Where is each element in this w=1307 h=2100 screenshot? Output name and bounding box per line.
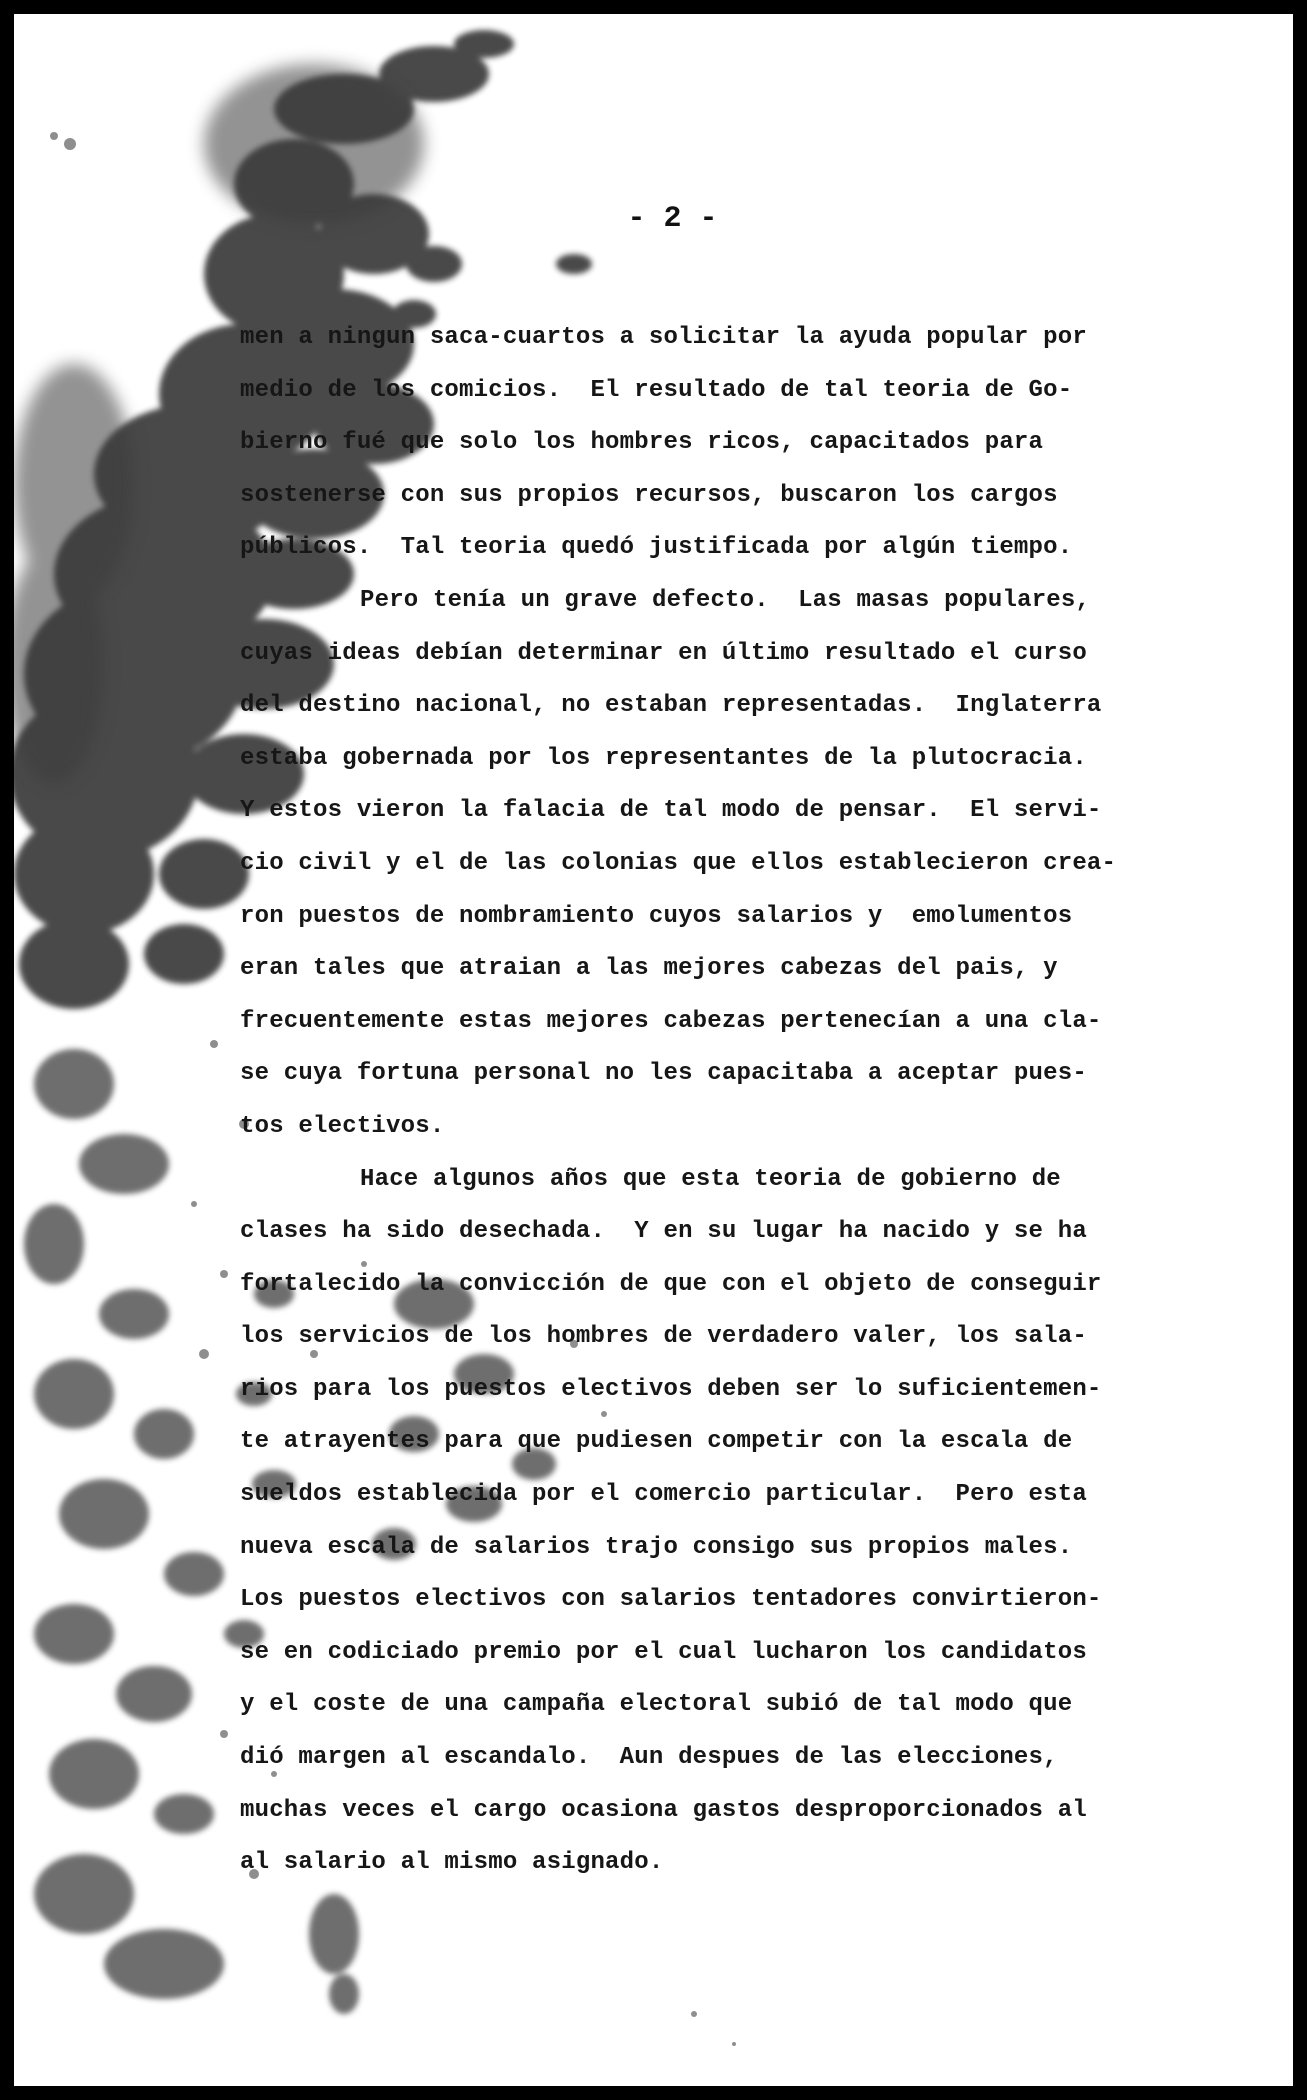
text-line: eran tales que atraian a las mejores cabezas del pais, y (240, 955, 1058, 983)
text-line: tos electivos. (240, 1112, 445, 1140)
paragraph-3 (240, 1154, 1180, 1890)
text-line: muchas veces el cargo ocasiona gastos desproporcionados al (240, 1796, 1087, 1824)
paragraph-2 (240, 575, 1180, 1154)
text-line: men a ningun saca-cuartos a solicitar la ayuda popular por (240, 324, 1087, 351)
typed-body (240, 312, 1180, 1890)
text-line: Los puestos electivos con salarios tentadores convirtieron- (240, 1586, 1102, 1614)
text-line: públicos. Tal teoria quedó justificada por algún tiempo. (240, 534, 1073, 562)
text-line: Pero tenía un grave defecto. Las masas populares, (360, 586, 1091, 614)
document-page (14, 14, 1293, 2086)
text-line: bierno fué que solo los hombres ricos, capacitados para (240, 429, 1044, 457)
text-line: clases ha sido desechada. Y en su lugar ha nacido y se ha (240, 1218, 1087, 1246)
text-line: cuyas ideas debían determinar en último resultado el curso (240, 639, 1087, 667)
text-line: sostenerse con sus propios recursos, buscaron los cargos (240, 481, 1058, 509)
text-line: rios para los puestos electivos deben ser lo suficientemen- (240, 1375, 1102, 1403)
text-line: estaba gobernada por los representantes de la plutocracia. (240, 744, 1087, 772)
text-line: dió margen al escandalo. Aun despues de las elecciones, (240, 1744, 1058, 1772)
text-line: se cuya fortuna personal no les capacitaba a aceptar pues- (240, 1060, 1087, 1088)
text-line: del destino nacional, no estaban representadas. Inglaterra (240, 692, 1102, 720)
text-line: Hace algunos años que esta teoria de gobierno de (360, 1165, 1061, 1193)
text-line: y el coste de una campaña electoral subió de tal modo que (240, 1691, 1073, 1719)
text-line: los servicios de los hombres de verdadero valer, los sala- (240, 1323, 1087, 1351)
text-line: sueldos establecida por el comercio particular. Pero esta (240, 1481, 1087, 1509)
page-number: - 2 - (627, 202, 718, 236)
text-line: ron puestos de nombramiento cuyos salarios y emolumentos (240, 902, 1073, 930)
text-line: frecuentemente estas mejores cabezas pertenecían a una cla- (240, 1007, 1102, 1035)
text-line: Y estos vieron la falacia de tal modo de pensar. El servi- (240, 797, 1102, 825)
text-line: te atrayentes para que pudiesen competir con la escala de (240, 1428, 1073, 1456)
text-line: medio de los comicios. El resultado de tal teoria de Go- (240, 376, 1073, 404)
text-line: cio civil y el de las colonias que ellos establecieron crea- (240, 849, 1117, 877)
text-line: nueva escala de salarios trajo consigo sus propios males. (240, 1533, 1073, 1561)
text-line: fortalecido la convicción de que con el objeto de conseguir (240, 1270, 1102, 1298)
text-line: se en codiciado premio por el cual lucharon los candidatos (240, 1638, 1087, 1666)
paragraph-1 (240, 312, 1180, 575)
text-line: al salario al mismo asignado. (240, 1849, 664, 1877)
